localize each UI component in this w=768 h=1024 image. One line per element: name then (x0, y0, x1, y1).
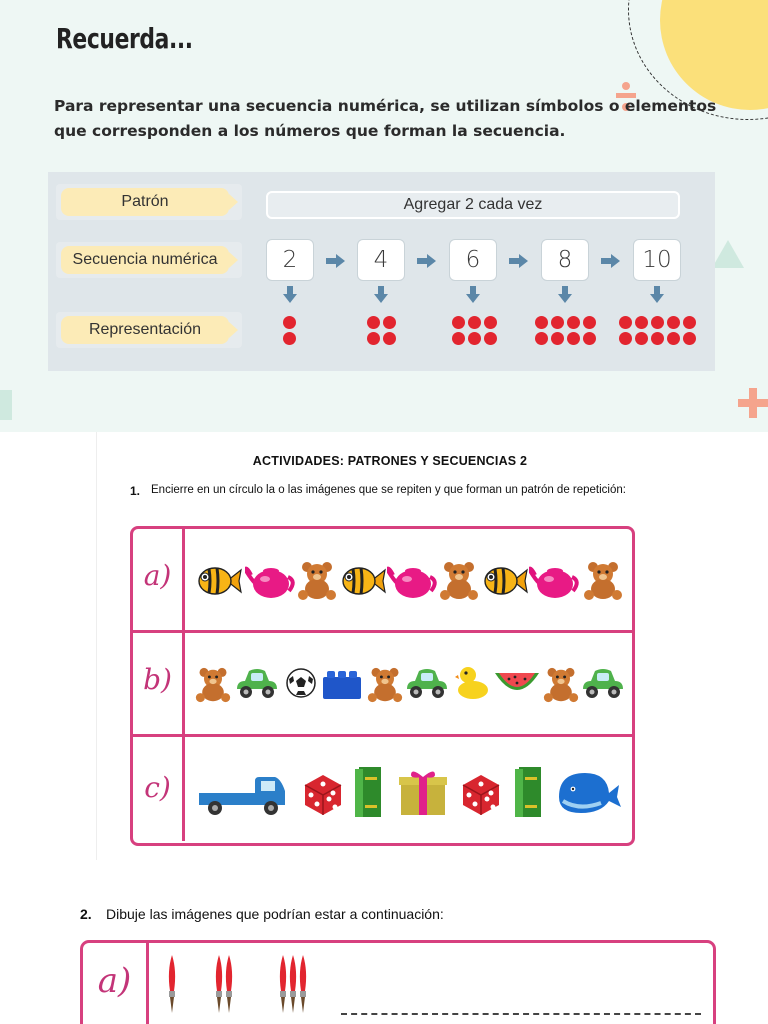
paintbrush-icon (216, 955, 232, 1013)
teddy-bear-icon[interactable] (297, 561, 337, 601)
recuerda-panel (0, 0, 768, 432)
right-arrow-icon (326, 254, 346, 268)
red-dot (551, 316, 564, 329)
down-arrow-icon (283, 286, 297, 304)
soccer-ball-icon[interactable] (285, 667, 317, 699)
teapot-icon[interactable] (387, 561, 439, 601)
red-dot (635, 316, 648, 329)
question-1-number: 1. (130, 484, 141, 498)
red-dot (551, 332, 564, 345)
page-edge (96, 432, 97, 860)
book-icon[interactable] (353, 765, 385, 819)
row-letter: a) (83, 943, 149, 1024)
sequence-number: 4 (357, 239, 405, 281)
right-arrow-icon (509, 254, 529, 268)
red-dot (452, 332, 465, 345)
toy-car-icon[interactable] (233, 667, 281, 701)
label-secuencia: Secuencia numérica (61, 246, 229, 274)
whale-icon[interactable] (555, 767, 623, 817)
question-1-table (130, 526, 635, 846)
red-dot (535, 332, 548, 345)
red-dot (468, 332, 481, 345)
fish-icon[interactable] (197, 562, 243, 600)
row-letter: c) (133, 737, 185, 841)
teapot-icon[interactable] (529, 561, 581, 601)
red-dot (667, 332, 680, 345)
label-representacion: Representación (61, 316, 229, 344)
red-dot (484, 316, 497, 329)
red-dot (619, 332, 632, 345)
row-letter: a) (133, 529, 185, 630)
pattern-table (48, 172, 715, 371)
paintbrush-sequence (163, 951, 333, 1021)
square-decoration (0, 390, 12, 420)
red-dot (535, 316, 548, 329)
dice-icon[interactable] (459, 771, 501, 817)
red-dot (283, 316, 296, 329)
red-dot (619, 316, 632, 329)
down-arrow-icon (558, 286, 572, 304)
question-1-text: Encierre en un círculo la o las imágenes que se repiten y que forman un patrón de repetición: (151, 484, 626, 496)
red-dot (452, 316, 465, 329)
dice-icon[interactable] (301, 771, 343, 817)
teddy-bear-icon[interactable] (367, 667, 403, 703)
down-arrow-icon (374, 286, 388, 304)
answer-line[interactable] (341, 1013, 701, 1015)
toy-car-icon[interactable] (579, 667, 627, 701)
row-items (189, 633, 629, 734)
sequence-number: 6 (449, 239, 497, 281)
teddy-bear-icon[interactable] (439, 561, 479, 601)
recuerda-title: Recuerda... (56, 22, 193, 55)
right-arrow-icon (417, 254, 437, 268)
triangle-decoration (712, 240, 744, 268)
teapot-icon[interactable] (245, 561, 297, 601)
question-2-table (80, 940, 716, 1024)
paintbrush-icon (169, 955, 175, 1013)
sequence-number: 2 (266, 239, 314, 281)
gift-box-icon[interactable] (397, 767, 449, 817)
label-cell-secuencia (56, 242, 242, 278)
teddy-bear-icon[interactable] (543, 667, 579, 703)
sequence-number: 10 (633, 239, 681, 281)
red-dot (468, 316, 481, 329)
question-2-text: Dibuje las imágenes que podrían estar a continuación: (106, 906, 444, 922)
question-2-number: 2. (80, 906, 92, 922)
red-dot (367, 316, 380, 329)
red-dot (567, 332, 580, 345)
pattern-rule: Agregar 2 cada vez (266, 191, 680, 219)
worksheet-title: ACTIVIDADES: PATRONES Y SECUENCIAS 2 (252, 454, 528, 468)
intro-text: Para representar una secuencia numérica, se utilizan símbolos o elementos que corresponden a los números que forman la secuencia. (54, 97, 717, 140)
row-items (189, 529, 629, 630)
red-dot (583, 316, 596, 329)
red-dot (383, 332, 396, 345)
red-dot (667, 316, 680, 329)
lego-brick-icon[interactable] (321, 667, 363, 701)
toy-car-icon[interactable] (403, 667, 451, 701)
red-dot (635, 332, 648, 345)
watermelon-icon[interactable] (493, 667, 541, 699)
red-dot (367, 332, 380, 345)
pattern-row-a (133, 529, 632, 633)
red-dot (683, 316, 696, 329)
teddy-bear-icon[interactable] (583, 561, 623, 601)
down-arrow-icon (650, 286, 664, 304)
teddy-bear-icon[interactable] (195, 667, 231, 703)
label-cell-representacion (56, 312, 242, 348)
plus-sign-icon (738, 388, 768, 418)
book-icon[interactable] (513, 765, 545, 819)
pattern-row-b (133, 633, 632, 737)
row-items (189, 737, 629, 841)
label-cell-patron (56, 184, 242, 220)
red-dot (651, 316, 664, 329)
red-dot (567, 316, 580, 329)
sequence-number: 8 (541, 239, 589, 281)
red-dot (583, 332, 596, 345)
pattern-row-c (133, 737, 632, 841)
red-dot (383, 316, 396, 329)
right-arrow-icon (601, 254, 621, 268)
worksheet (0, 432, 768, 1024)
rubber-duck-icon[interactable] (455, 663, 489, 701)
toy-truck-icon[interactable] (197, 773, 289, 817)
red-dot (283, 332, 296, 345)
paintbrush-icon (280, 955, 306, 1013)
down-arrow-icon (466, 286, 480, 304)
red-dot (651, 332, 664, 345)
fish-icon[interactable] (483, 562, 529, 600)
row-letter: b) (133, 633, 185, 734)
red-dot (484, 332, 497, 345)
label-patron: Patrón (61, 188, 229, 216)
fish-icon[interactable] (341, 562, 387, 600)
red-dot (683, 332, 696, 345)
